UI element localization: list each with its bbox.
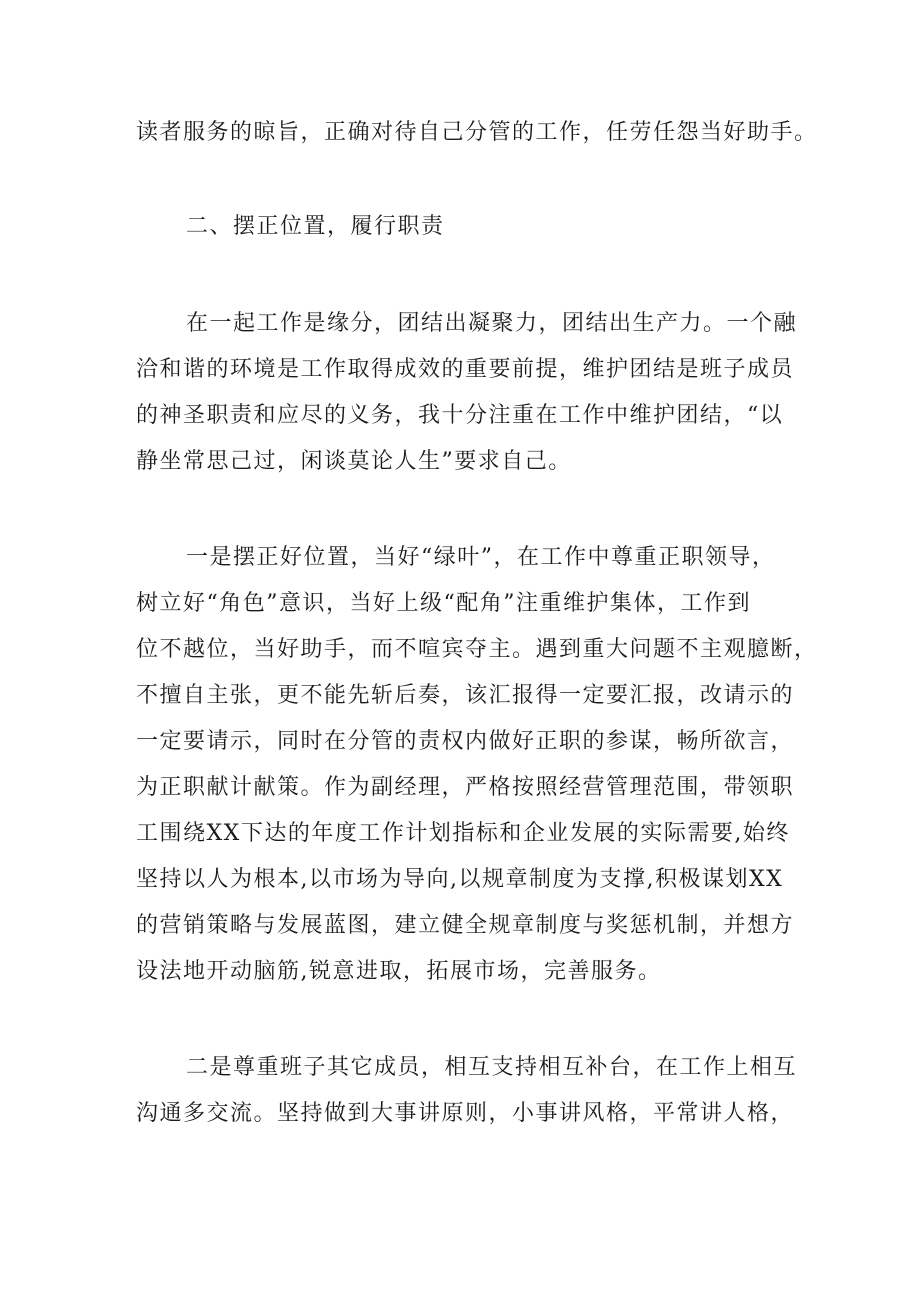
paragraph-2-line-9: 的营销策略与发展蓝图，建立健全规章制度与奖惩机制，并想方 <box>136 913 795 938</box>
paragraph-2-line-8: 坚持以人为根本,以市场为导向,以规章制度为支撑,积极谋划XX <box>136 867 784 892</box>
paragraph-1-line-1: 在一起工作是缘分，团结出凝聚力，团结出生产力。一个融 <box>186 311 798 336</box>
paragraph-2-line-7: 工围绕XX下达的年度工作计划指标和企业发展的实际需要,始终 <box>136 821 790 846</box>
paragraph-2-line-1: 一是摆正好位置，当好“绿叶”，在工作中尊重正职领导， <box>186 545 776 570</box>
paragraph-2-line-5: 一定要请示，同时在分管的责权内做好正职的参谋，畅所欲言， <box>136 729 795 754</box>
paragraph-1-line-4: 静坐常思己过，闲谈莫论人生”要求自己。 <box>136 449 572 474</box>
paragraph-2-line-3: 位不越位，当好助手，而不喧宾夺主。遇到重大问题不主观臆断， <box>136 637 818 662</box>
paragraph-3-line-2: 沟通多交流。坚持做到大事讲原则，小事讲风格，平常讲人格， <box>136 1101 795 1126</box>
paragraph-continuation-line: 读者服务的晾旨，正确对待自己分管的工作，任劳任怨当好助手。 <box>136 120 818 145</box>
paragraph-2-line-6: 为正职献计献策。作为副经理，严格按照经营管理范围，带领职 <box>136 775 795 800</box>
paragraph-2-line-2: 树立好“角色”意识，当好上级“配角”注重维护集体，工作到 <box>136 591 751 616</box>
paragraph-1-line-2: 洽和谐的环境是工作取得成效的重要前提，维护团结是班子成员 <box>136 357 795 382</box>
paragraph-3-line-1: 二是尊重班子其它成员，相互支持相互补台，在工作上相互 <box>186 1055 798 1080</box>
paragraph-2-line-10: 设法地开动脑筋,锐意进取，拓展市场，完善服务。 <box>136 959 662 984</box>
section-heading: 二、摆正位置，履行职责 <box>186 214 445 239</box>
paragraph-1-line-3: 的神圣职责和应尽的义务，我十分注重在工作中维护团结，“以 <box>136 403 784 428</box>
paragraph-2-line-4: 不擅自主张，更不能先斩后奏，该汇报得一定要汇报，改请示的 <box>136 683 795 708</box>
